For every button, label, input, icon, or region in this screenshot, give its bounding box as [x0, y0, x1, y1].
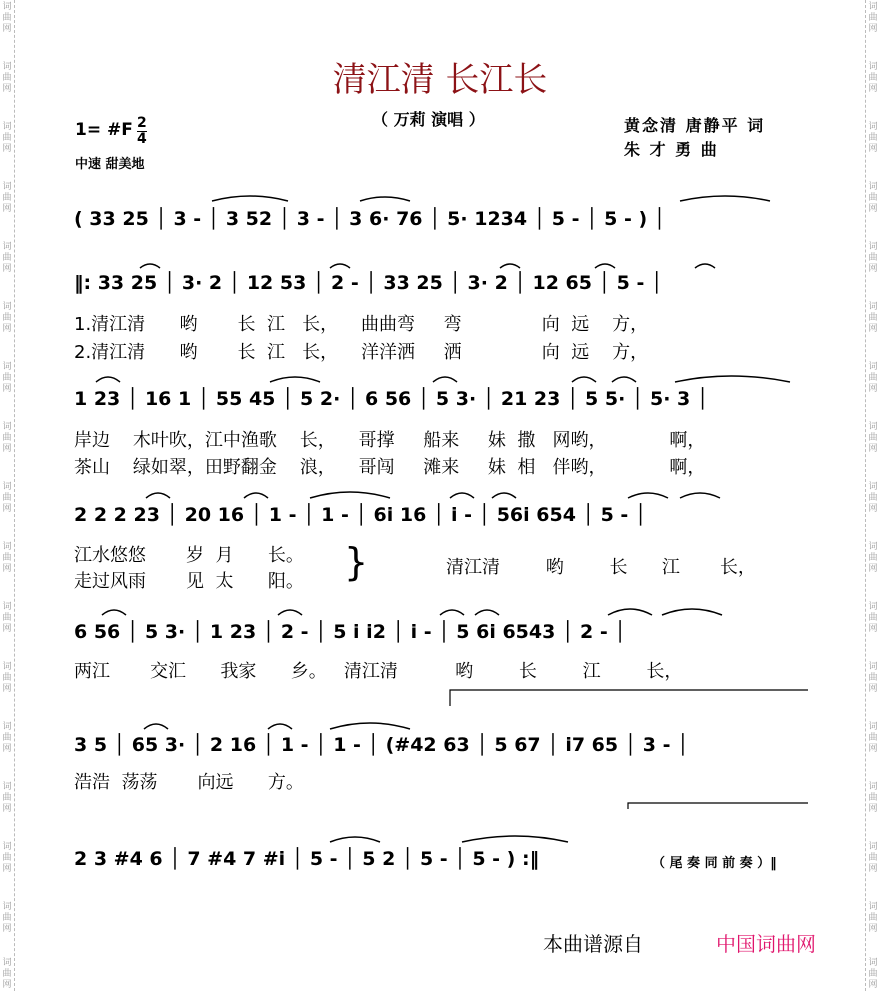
watermark: 词曲网 — [868, 302, 878, 334]
lyric-line-2-verse-1: 1.清江清 哟 长 江 长， 曲曲弯 弯 向 远 方， — [74, 314, 649, 335]
watermark: 词曲网 — [868, 902, 878, 934]
lyric-line-4-verse-1: 江水悠悠 岁 月 长。 — [74, 545, 304, 566]
score-line-1: ( 33 25 │ 3 - │ 3 52 │ 3 - │ 3 6· 76 │ 5· 1234 │ 5 - │ 5 - ) │ — [74, 208, 666, 230]
lyric-line-3-verse-2: 茶山 绿如翠，田野翻金 浪， 哥闯 滩来 妹 相 伴哟， 啊， — [74, 457, 706, 478]
watermark: 词曲网 — [2, 182, 12, 214]
watermark: 词曲网 — [868, 422, 878, 454]
watermark: 词曲网 — [2, 62, 12, 94]
watermark: 词曲网 — [2, 542, 12, 574]
score-line-4: 2 2 2 23 │ 20 16 │ 1 - │ 1 - │ 6i 16 │ i - │ 56i 654 │ 5 - │ — [74, 504, 647, 526]
watermark: 词曲网 — [2, 122, 12, 154]
volta-bracket-1 — [0, 684, 880, 714]
lyric-line-6: 浩浩 荡荡 向远 方。 — [74, 772, 304, 793]
time-signature-bottom: 4 — [137, 131, 147, 147]
watermark: 词曲网 — [2, 302, 12, 334]
watermark: 词曲网 — [868, 362, 878, 394]
watermark: 词曲网 — [2, 662, 12, 694]
site-name[interactable]: 中国词曲网 — [716, 932, 816, 956]
tempo-marking: 中速 甜美地 — [75, 157, 145, 172]
source-label: 本曲谱源自 — [543, 932, 643, 956]
score-line-6: 3 5 │ 65 3· │ 2 16 │ 1 - │ 1 - │ (#42 63 │ 5 67 │ i7 65 │ 3 - │ — [74, 734, 689, 756]
lyric-line-2-verse-2: 2.清江清 哟 长 江 长， 洋洋洒 洒 向 远 方， — [74, 342, 649, 363]
watermark: 词曲网 — [868, 2, 878, 34]
watermark: 词曲网 — [868, 242, 878, 274]
volta-bracket-2 — [0, 797, 880, 817]
score-line-2: ‖: 33 25 │ 3· 2 │ 12 53 │ 2 - │ 33 25 │ 3· 2 │ 12 65 │ 5 - │ — [74, 272, 663, 294]
key-signature: 1= #F — [75, 120, 133, 140]
composer-credit: 朱 才 勇 曲 — [624, 140, 719, 159]
watermark: 词曲网 — [868, 842, 878, 874]
watermark: 词曲网 — [868, 542, 878, 574]
watermark: 词曲网 — [2, 602, 12, 634]
watermark: 词曲网 — [868, 958, 878, 990]
watermark: 词曲网 — [868, 182, 878, 214]
watermark: 词曲网 — [2, 782, 12, 814]
score-line-7: 2 3 #4 6 │ 7 #4 7 #i │ 5 - │ 5 2 │ 5 - │ 5 - ) :‖ — [74, 848, 540, 870]
watermark: 词曲网 — [868, 722, 878, 754]
watermark: 词曲网 — [868, 482, 878, 514]
lyric-line-4-verse-2: 走过风雨 见 太 阳。 — [74, 571, 304, 592]
coda-note: （ 尾 奏 同 前 奏 ）‖ — [652, 856, 777, 871]
time-signature — [137, 116, 147, 147]
lyric-line-4-refrain: 清江清 哟 长 江 长， — [446, 557, 756, 578]
watermark: 词曲网 — [2, 362, 12, 394]
score-line-3: 1 23 │ 16 1 │ 55 45 │ 5 2· │ 6 56 │ 5 3· │ 21 23 │ 5 5· │ 5· 3 │ — [74, 388, 709, 410]
watermark: 词曲网 — [2, 842, 12, 874]
watermark: 词曲网 — [2, 958, 12, 990]
time-signature-top: 2 — [137, 115, 147, 131]
verse-brace: } — [344, 540, 369, 584]
watermark: 词曲网 — [868, 782, 878, 814]
lyric-line-3-verse-1: 岸边 木叶吹，江中渔歌 长， 哥撑 船来 妹 撒 网哟， 啊， — [74, 430, 706, 451]
watermark: 词曲网 — [2, 2, 12, 34]
score-line-5: 6 56 │ 5 3· │ 1 23 │ 2 - │ 5 i i2 │ i - │ 5 6i 6543 │ 2 - │ — [74, 621, 626, 643]
watermark: 词曲网 — [868, 662, 878, 694]
watermark: 词曲网 — [2, 902, 12, 934]
watermark: 词曲网 — [2, 242, 12, 274]
watermark: 词曲网 — [2, 422, 12, 454]
lyric-line-5: 两江 交汇 我家 乡。 清江清 哟 长 江 长， — [74, 661, 683, 682]
singer-credit: （ 万莉 演唱 ） — [372, 110, 485, 129]
watermark: 词曲网 — [868, 122, 878, 154]
watermark: 词曲网 — [2, 722, 12, 754]
lyricist-credit: 黄念清 唐静平 词 — [624, 116, 766, 135]
song-title: 清江清 长江长 — [332, 60, 548, 100]
watermark: 词曲网 — [868, 62, 878, 94]
watermark: 词曲网 — [2, 482, 12, 514]
watermark: 词曲网 — [868, 602, 878, 634]
